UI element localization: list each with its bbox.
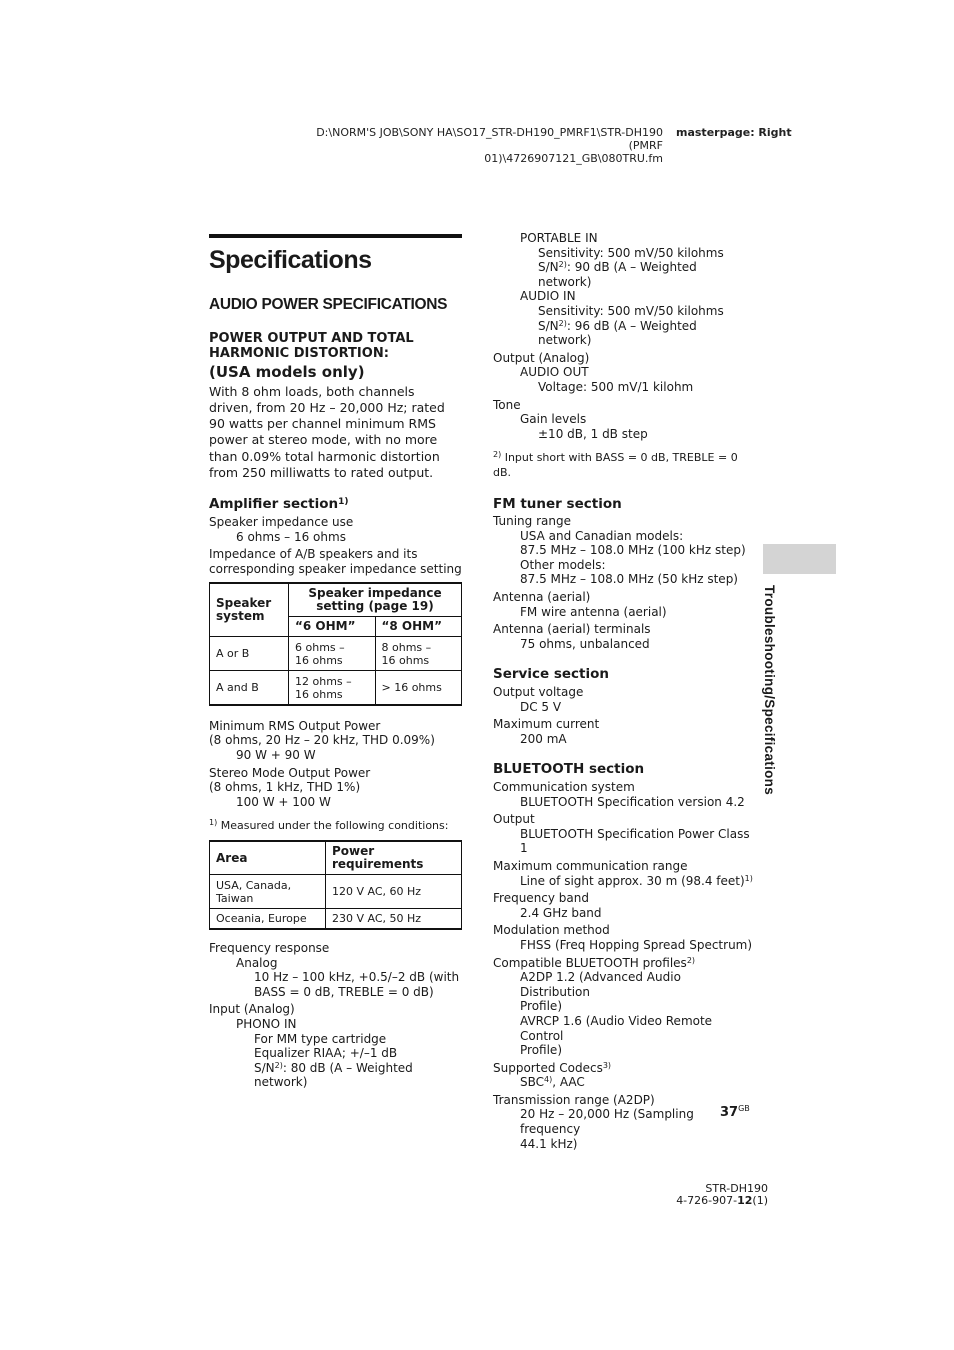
output-voltage-label: Output voltage	[493, 685, 584, 700]
col-impedance-setting: Speaker impedance setting (page 19)	[289, 583, 462, 617]
page-number	[720, 1104, 750, 1120]
freq-value: 10 Hz – 100 kHz, +0.5/–2 dB (with	[254, 970, 460, 985]
comm-system-label: Communication system	[493, 780, 635, 794]
sn-label: S/N	[538, 260, 559, 275]
usa-models-heading: (USA models only)	[209, 362, 365, 381]
comm-range-label: Maximum communication range	[493, 858, 688, 873]
usa-models-label: USA and Canadian models:	[520, 528, 684, 543]
stereo-mode-conditions: (8 ohms, 1 kHz, THD 1%)	[209, 780, 361, 795]
speaker-impedance-value: 6 ohms – 16 ohms	[236, 529, 346, 544]
transmission-range-label: Transmission range (A2DP)	[493, 1092, 655, 1107]
cell-line: 16 ohms	[381, 653, 430, 667]
part-bold: 12	[737, 1194, 753, 1207]
side-tab-marker	[763, 544, 836, 574]
page-number-value: 37	[720, 1105, 739, 1120]
cell-area: Oceania, Europe	[210, 909, 326, 930]
output-voltage-value: DC 5 V	[520, 699, 562, 714]
min-rms-conditions: (8 ohms, 20 Hz – 20 kHz, THD 0.09%)	[209, 733, 435, 748]
other-models-value: 87.5 MHz – 108.0 MHz (50 kHz step)	[520, 572, 738, 587]
footnote-1	[209, 819, 462, 834]
cell-system: A or B	[210, 637, 289, 671]
phono-sn	[209, 1061, 462, 1090]
cell-8-ohm	[375, 671, 462, 705]
cell-8-ohm	[375, 637, 462, 671]
profiles-text: Compatible BLUETOOTH profiles	[493, 955, 687, 970]
bt-output-label: Output	[493, 812, 535, 827]
sn-value: : 90 dB (A – Weighted network)	[538, 260, 697, 289]
model-name: STR-DH190	[705, 1182, 768, 1195]
col-8-ohm: “8 OHM”	[375, 617, 462, 637]
antenna-terminals-value: 75 ohms, unbalanced	[520, 636, 650, 651]
frequency-response-block	[209, 941, 462, 999]
other-models-label: Other models:	[520, 557, 606, 572]
power-output-heading	[209, 331, 462, 362]
bt-output-value: BLUETOOTH Specification Power Class 1	[520, 826, 750, 856]
cell-line: Taiwan	[216, 891, 254, 905]
min-rms-block	[209, 719, 462, 763]
audio-out: AUDIO OUT	[520, 365, 589, 380]
audio-in-sn	[493, 319, 753, 348]
freq-band-value: 2.4 GHz band	[520, 905, 602, 920]
cell-line: 8 ohms –	[381, 640, 432, 654]
cell-line: USA, Canada,	[216, 878, 292, 892]
power-output-text: With 8 ohm loads, both channels driven, from 20 Hz – 20,000 Hz; rated 90 watts per channel minimum RMS power at stereo mode, with no more than 0.09% total harmonic distortion from 250 milliwatts to rated output.	[209, 383, 445, 481]
col-6-ohm: “6 OHM”	[289, 617, 376, 637]
cell-area	[210, 875, 326, 909]
output-label: Output (Analog)	[493, 350, 590, 365]
impedance-ab-label	[209, 547, 462, 576]
part-number	[650, 1195, 768, 1207]
phono-in: PHONO IN	[236, 1016, 297, 1031]
heading-line: POWER OUTPUT AND TOTAL	[209, 330, 414, 346]
profiles-label	[493, 956, 753, 971]
range-text: Line of sight approx. 30 m (98.4 feet)	[520, 873, 745, 888]
speaker-impedance-table	[209, 582, 462, 706]
text-line: corresponding speaker impedance setting	[209, 561, 462, 576]
heading-line: HARMONIC DISTORTION:	[209, 346, 389, 362]
masterpage-label: masterpage: Right	[676, 126, 792, 139]
footnote-ref: 2)	[558, 318, 567, 328]
sn-label: S/N	[254, 1060, 275, 1075]
gain-levels-value: ±10 dB, 1 dB step	[538, 426, 648, 441]
footnote-ref: 1)	[744, 873, 753, 883]
transmission-range-value: 44.1 kHz)	[520, 1136, 578, 1151]
stereo-mode-label: Stereo Mode Output Power	[209, 765, 371, 780]
footnote-ref: 3)	[602, 1060, 612, 1070]
amplifier-heading-text: Amplifier section	[209, 496, 339, 513]
footnote-ref: 2)	[686, 955, 696, 965]
bluetooth-heading: BLUETOOTH section	[493, 761, 645, 778]
table-row	[210, 875, 462, 909]
portable-in: PORTABLE IN	[520, 231, 598, 245]
col-power-requirements: Power requirements	[326, 841, 462, 875]
min-rms-label: Minimum RMS Output Power	[209, 718, 381, 733]
modulation-value: FHSS (Freq Hopping Spread Spectrum)	[520, 937, 753, 952]
comm-system-value: BLUETOOTH Specification version 4.2	[520, 794, 745, 809]
page-title: Specifications	[209, 246, 372, 274]
freq-label: Frequency response	[209, 941, 330, 955]
portable-sn	[493, 260, 753, 289]
table-row	[210, 909, 462, 930]
phono-equalizer: Equalizer RIAA; +/–1 dB	[254, 1046, 398, 1061]
max-current-label: Maximum current	[493, 717, 600, 732]
footnote-mark: 1)	[209, 818, 218, 828]
cell-system: A and B	[210, 671, 289, 705]
footnote-text: Input short with BASS = 0 dB, TREBLE = 0 dB.	[493, 451, 738, 479]
col-area: Area	[210, 841, 326, 875]
area-power-table	[209, 840, 462, 930]
modulation-label: Modulation method	[493, 923, 610, 938]
footnote-mark: 2)	[493, 450, 502, 460]
cell-line: > 16 ohms	[381, 681, 442, 695]
profile-a2dp: A2DP 1.2 (Advanced Audio Distribution	[520, 970, 681, 999]
table-row	[210, 671, 462, 705]
profile-avrcp: AVRCP 1.6 (Audio Video Remote Control	[520, 1013, 713, 1043]
codec-aac: , AAC	[552, 1075, 585, 1090]
max-current-value: 200 mA	[520, 731, 567, 746]
freq-value: BASS = 0 dB, TREBLE = 0 dB)	[254, 984, 434, 999]
antenna-label: Antenna (aerial)	[493, 590, 591, 605]
side-tab-label: Troubleshooting/Specifications	[762, 585, 777, 796]
footnote-2	[493, 451, 753, 480]
file-path-line: D:\NORM'S JOB\SONY HA\SO17_STR-DH190_PMRF1\STR-DH190 (PMRF	[316, 126, 663, 152]
cell-line: 16 ohms	[295, 687, 343, 701]
page-number-suffix: GB	[738, 1104, 750, 1113]
fm-tuner-heading: FM tuner section	[493, 495, 622, 512]
speaker-impedance-label: Speaker impedance use	[209, 514, 354, 529]
audio-power-heading: AUDIO POWER SPECIFICATIONS	[209, 296, 448, 313]
footnote-ref: 1)	[338, 497, 349, 508]
profile-a2dp: Profile)	[520, 999, 562, 1014]
file-path	[280, 126, 663, 165]
portable-sensitivity: Sensitivity: 500 mV/50 kilohms	[538, 245, 724, 260]
left-column	[209, 234, 462, 1090]
stereo-mode-value: 100 W + 100 W	[236, 794, 331, 809]
right-column	[493, 231, 753, 1151]
freq-analog: Analog	[236, 955, 278, 970]
footnote-ref: 4)	[544, 1075, 553, 1085]
tuning-range-label: Tuning range	[493, 514, 571, 529]
comm-range-value	[493, 874, 753, 889]
min-rms-value: 90 W + 90 W	[236, 748, 316, 763]
col-speaker-system: Speaker system	[210, 583, 289, 637]
footnote-text: Measured under the following conditions:	[220, 819, 449, 833]
cell-6-ohm	[289, 671, 376, 705]
audio-in: AUDIO IN	[520, 289, 576, 304]
stereo-mode-block	[209, 766, 462, 810]
sn-label: S/N	[538, 318, 559, 333]
antenna-terminals-label: Antenna (aerial) terminals	[493, 622, 651, 637]
cell-line: 6 ohms –	[295, 640, 345, 654]
cell-power: 120 V AC, 60 Hz	[326, 875, 462, 909]
footnote-ref: 2)	[274, 1060, 283, 1070]
part-prefix: 4-726-907-	[676, 1194, 738, 1207]
codecs-label	[493, 1061, 753, 1076]
title-rule	[209, 234, 462, 238]
codec-sbc: SBC	[520, 1075, 545, 1090]
service-heading: Service section	[493, 666, 609, 683]
sn-value: : 80 dB (A – Weighted network)	[254, 1060, 413, 1090]
usa-models-value: 87.5 MHz – 108.0 MHz (100 kHz step)	[520, 543, 746, 558]
transmission-range-value: 20 Hz – 20,000 Hz (Sampling frequency	[520, 1107, 694, 1137]
part-suffix: (1)	[752, 1194, 768, 1207]
cell-power: 230 V AC, 50 Hz	[326, 909, 462, 930]
freq-band-label: Frequency band	[493, 891, 589, 906]
audio-out-voltage: Voltage: 500 mV/1 kilohm	[538, 379, 694, 394]
profile-avrcp: Profile)	[520, 1043, 562, 1058]
cell-line: 16 ohms	[295, 653, 343, 667]
table-row	[210, 637, 462, 671]
footnote-ref: 2)	[558, 260, 567, 270]
model-code	[650, 1183, 768, 1207]
file-path-line: 01)\4726907121_GB\080TRU.fm	[484, 152, 663, 165]
phono-cartridge: For MM type cartridge	[254, 1031, 387, 1046]
amplifier-heading	[209, 497, 462, 512]
codecs-text: Supported Codecs	[493, 1060, 603, 1075]
codecs-value	[493, 1075, 753, 1090]
text-line: Impedance of A/B speakers and its	[209, 547, 418, 562]
audio-in-sensitivity: Sensitivity: 500 mV/50 kilohms	[538, 303, 724, 318]
cell-line: 12 ohms –	[295, 674, 352, 688]
antenna-value: FM wire antenna (aerial)	[520, 604, 667, 619]
input-analog-block	[209, 1002, 462, 1090]
sn-value: : 96 dB (A – Weighted network)	[538, 318, 697, 348]
tone-label: Tone	[493, 397, 521, 412]
cell-6-ohm	[289, 637, 376, 671]
gain-levels: Gain levels	[520, 412, 587, 427]
input-label: Input (Analog)	[209, 1002, 295, 1017]
